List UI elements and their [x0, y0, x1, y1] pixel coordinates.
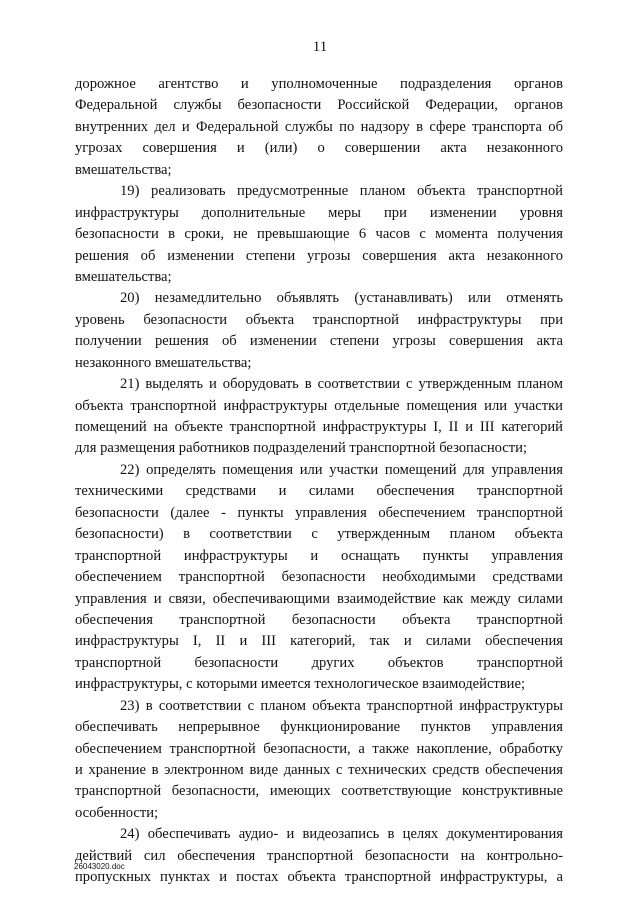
text-line: инфраструктуры дополнительные меры при изменении уровня: [75, 204, 563, 221]
text-line: пропускных пунктах и постах объекта транспортной инфраструктуры, а: [75, 869, 563, 886]
text-line: дорожное агентство и уполномоченные подразделения органов: [75, 76, 563, 92]
text-line: инфраструктуры I, II и III категорий, так и силами обеспечения: [75, 633, 563, 650]
text-line: и хранение в электронном виде данных с технических средств обеспечения: [75, 762, 563, 778]
paragraph-first-line: 24) обеспечивать аудио- и видеозапись в целях документирования: [120, 826, 563, 843]
text-line: техническими средствами и силами обеспечения транспортной: [75, 483, 563, 500]
text-line: транспортной инфраструктуры и оснащать пункты управления: [75, 547, 563, 564]
text-line: получении решения об изменении степени угрозы совершения акта: [75, 333, 563, 350]
text-line: незаконного вмешательства;: [75, 354, 252, 371]
document-body: [75, 74, 563, 889]
paragraph-first-line: 22) определять помещения или участки помещений для управления: [120, 461, 563, 478]
text-line: внутренних дел и Федеральной службы по надзору в сфере транспорта об: [75, 118, 563, 135]
text-line: обеспечением транспортной безопасности, а также накопление, обработку: [75, 740, 563, 757]
text-line: для размещения работников подразделений транспортной безопасности;: [75, 440, 528, 457]
text-line: уровень безопасности объекта транспортной инфраструктуры при: [75, 311, 563, 328]
text-line: объекта транспортной инфраструктуры отдельные помещения или участки: [75, 397, 563, 414]
text-line: обеспечивать непрерывное функционирование пунктов управления: [75, 719, 563, 736]
footer-document-id: 26043020.doc: [74, 862, 125, 871]
text-line: управления и связи, обеспечивающими взаимодействие как между силами: [75, 590, 563, 607]
paragraph-first-line: 23) в соответствии с планом объекта транспортной инфраструктуры: [120, 697, 563, 714]
text-line: решения об изменении степени угрозы совершения акта незаконного: [75, 247, 563, 264]
text-line: особенности;: [75, 804, 159, 821]
text-line: вмешательства;: [75, 161, 172, 178]
text-line: безопасности в сроки, не превышающие 6 часов с момента получения: [75, 226, 563, 243]
paragraph-first-line: 19) реализовать предусмотренные планом объекта транспортной: [120, 183, 563, 200]
text-line: помещений на объекте транспортной инфраструктуры I, II и III категорий: [75, 419, 563, 435]
text-line: обеспечением транспортной безопасности необходимыми средствами: [75, 569, 563, 586]
text-line: обеспечения транспортной безопасности объекта транспортной: [75, 611, 563, 628]
text-line: транспортной безопасности, имеющих соответствующие конструктивные: [75, 783, 563, 800]
text-line: угрозах совершения и (или) о совершении акта незаконного: [75, 140, 563, 157]
paragraph-first-line: 21) выделять и оборудовать в соответствии с утвержденным планом: [120, 376, 563, 393]
text-line: транспортной безопасности других объектов транспортной: [75, 654, 563, 671]
text-line: Федеральной службы безопасности Российской Федерации, органов: [75, 97, 563, 114]
text-line: действий сил обеспечения транспортной безопасности на контрольно-: [75, 847, 563, 864]
text-line: безопасности (далее - пункты управления обеспечением транспортной: [75, 504, 563, 521]
text-line: инфраструктуры, с которыми имеется технологическое взаимодействие;: [75, 676, 526, 693]
page-number: 11: [312, 39, 328, 55]
paragraph-first-line: 20) незамедлительно объявлять (устанавливать) или отменять: [120, 290, 563, 307]
text-line: безопасности) в соответствии с утвержденным планом объекта: [75, 526, 563, 543]
text-line: вмешательства;: [75, 268, 172, 285]
